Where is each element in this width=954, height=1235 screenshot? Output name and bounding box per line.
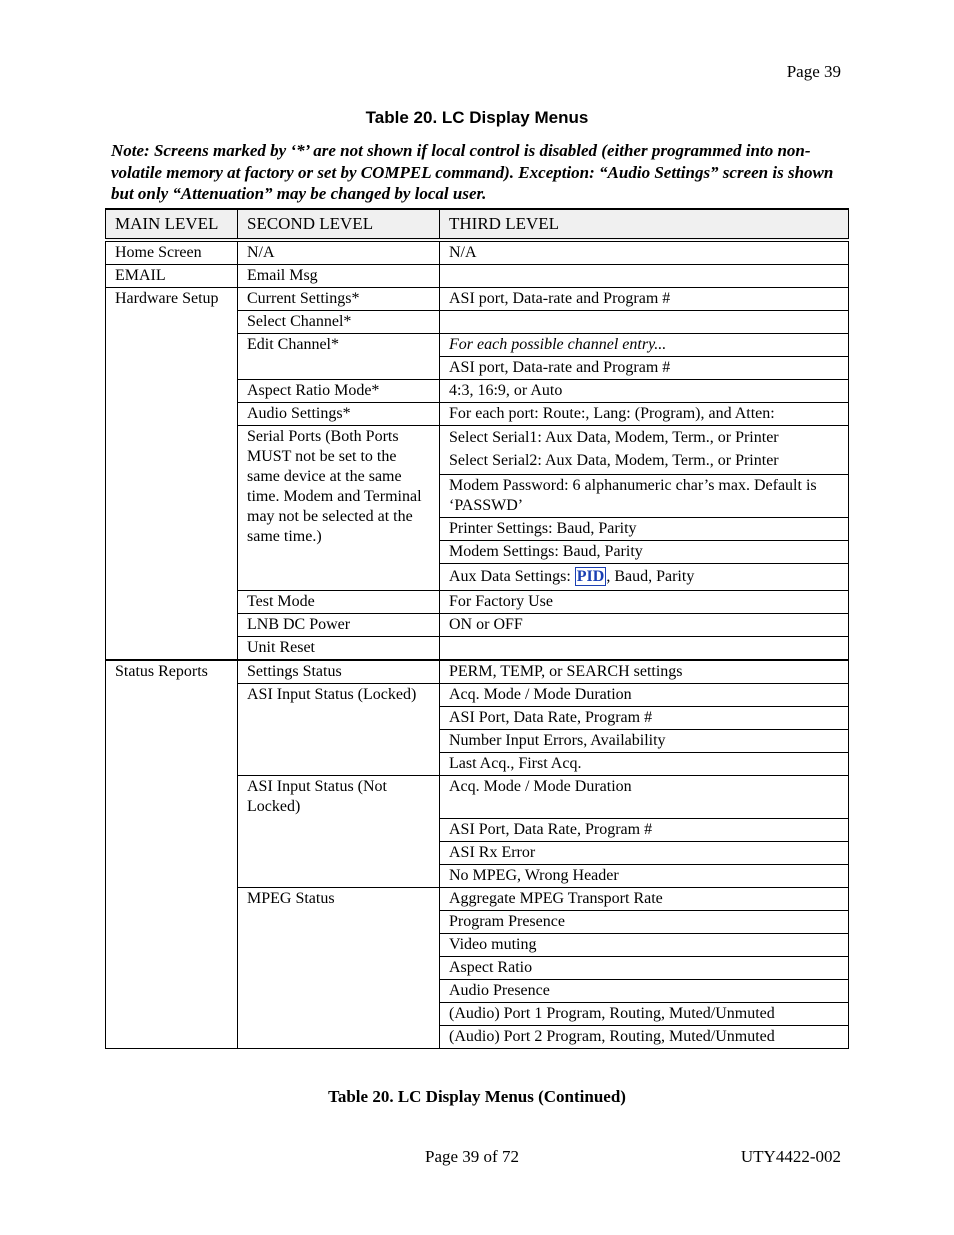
third-cell	[440, 637, 849, 661]
third-cell: ASI Port, Data Rate, Program #	[440, 819, 849, 842]
column-header-third: THIRD LEVEL	[440, 209, 849, 240]
second-cell: Select Channel*	[238, 311, 440, 334]
footer-page-number: Page 39 of 72	[425, 1147, 519, 1166]
table-row	[106, 288, 849, 311]
main-cell: Status Reports	[106, 660, 238, 1049]
third-cell	[440, 426, 849, 475]
third-cell: ON or OFF	[440, 614, 849, 637]
third-cell: Aspect Ratio	[440, 957, 849, 980]
third-cell: 4:3, 16:9, or Auto	[440, 380, 849, 403]
third-cell: ASI port, Data-rate and Program #	[440, 288, 849, 311]
third-cell: PERM, TEMP, or SEARCH settings	[440, 660, 849, 684]
second-cell: N/A	[238, 240, 440, 265]
third-cell: For Factory Use	[440, 591, 849, 614]
column-header-main: MAIN LEVEL	[106, 209, 238, 240]
main-cell: EMAIL	[106, 265, 238, 288]
aux-data-rest: , Baud, Parity	[606, 568, 695, 585]
page-number-header: Page 39	[786, 62, 841, 81]
aux-data-label: Aux Data Settings:	[449, 568, 575, 585]
second-cell: Current Settings*	[238, 288, 440, 311]
third-cell: Program Presence	[440, 911, 849, 934]
table-note: Note: Screens marked by ‘*’ are not shown if local control is disabled (either programmed into non-volatile memory at factory or set by COMPEL command). Exception: “Audio Settings” screen is shown but only “Attenuation” may be changed by local user.	[111, 141, 834, 203]
third-cell	[440, 311, 849, 334]
table-header-row	[106, 209, 849, 240]
second-cell: ASI Input Status (Not Locked)	[238, 776, 440, 888]
third-cell: Last Acq., First Acq.	[440, 753, 849, 776]
third-cell: Video muting	[440, 934, 849, 957]
table-row	[106, 265, 849, 288]
serial2-text: Select Serial2: Aux Data, Modem, Term., or Printer	[449, 452, 779, 469]
third-cell: ASI Rx Error	[440, 842, 849, 865]
third-cell: Number Input Errors, Availability	[440, 730, 849, 753]
third-cell: For each possible channel entry...	[440, 334, 849, 357]
second-cell: Audio Settings*	[238, 403, 440, 426]
main-cell: Home Screen	[106, 240, 238, 265]
table-caption-continued: Table 20. LC Display Menus (Continued)	[328, 1087, 626, 1106]
third-cell: (Audio) Port 2 Program, Routing, Muted/Unmuted	[440, 1026, 849, 1049]
pid-link[interactable]: PID	[576, 568, 605, 585]
third-cell: No MPEG, Wrong Header	[440, 865, 849, 888]
second-cell: Edit Channel*	[238, 334, 440, 380]
third-cell	[440, 564, 849, 591]
third-cell: Aggregate MPEG Transport Rate	[440, 888, 849, 911]
second-cell: MPEG Status	[238, 888, 440, 1049]
column-header-second: SECOND LEVEL	[238, 209, 440, 240]
main-cell: Hardware Setup	[106, 288, 238, 661]
table-row	[106, 240, 849, 265]
second-cell: Serial Ports (Both Ports MUST not be set to the same device at the same time. Modem and Terminal may not be selected at the same time.)	[238, 426, 440, 591]
serial1-text: Select Serial1: Aux Data, Modem, Term., or Printer	[449, 429, 779, 446]
third-cell: Modem Password: 6 alphanumeric char’s max. Default is ‘PASSWD’	[440, 475, 849, 518]
second-cell: Aspect Ratio Mode*	[238, 380, 440, 403]
table-row	[106, 660, 849, 684]
second-cell: Test Mode	[238, 591, 440, 614]
third-cell: For each port: Route:, Lang: (Program), and Atten:	[440, 403, 849, 426]
third-cell: Acq. Mode / Mode Duration	[440, 684, 849, 707]
footer-document-id: UTY4422-002	[740, 1147, 841, 1166]
lc-display-menus-table	[105, 208, 848, 1049]
table-title: Table 20. LC Display Menus	[365, 108, 589, 127]
third-cell: Audio Presence	[440, 980, 849, 1003]
third-cell	[440, 265, 849, 288]
second-cell: Unit Reset	[238, 637, 440, 661]
third-cell: Acq. Mode / Mode Duration	[440, 776, 849, 819]
third-cell: N/A	[440, 240, 849, 265]
third-cell: ASI Port, Data Rate, Program #	[440, 707, 849, 730]
third-cell: Modem Settings: Baud, Parity	[440, 541, 849, 564]
third-cell: ASI port, Data-rate and Program #	[440, 357, 849, 380]
second-cell: ASI Input Status (Locked)	[238, 684, 440, 776]
second-cell: Settings Status	[238, 660, 440, 684]
second-cell: LNB DC Power	[238, 614, 440, 637]
second-cell: Email Msg	[238, 265, 440, 288]
third-cell: Printer Settings: Baud, Parity	[440, 518, 849, 541]
third-cell: (Audio) Port 1 Program, Routing, Muted/Unmuted	[440, 1003, 849, 1026]
